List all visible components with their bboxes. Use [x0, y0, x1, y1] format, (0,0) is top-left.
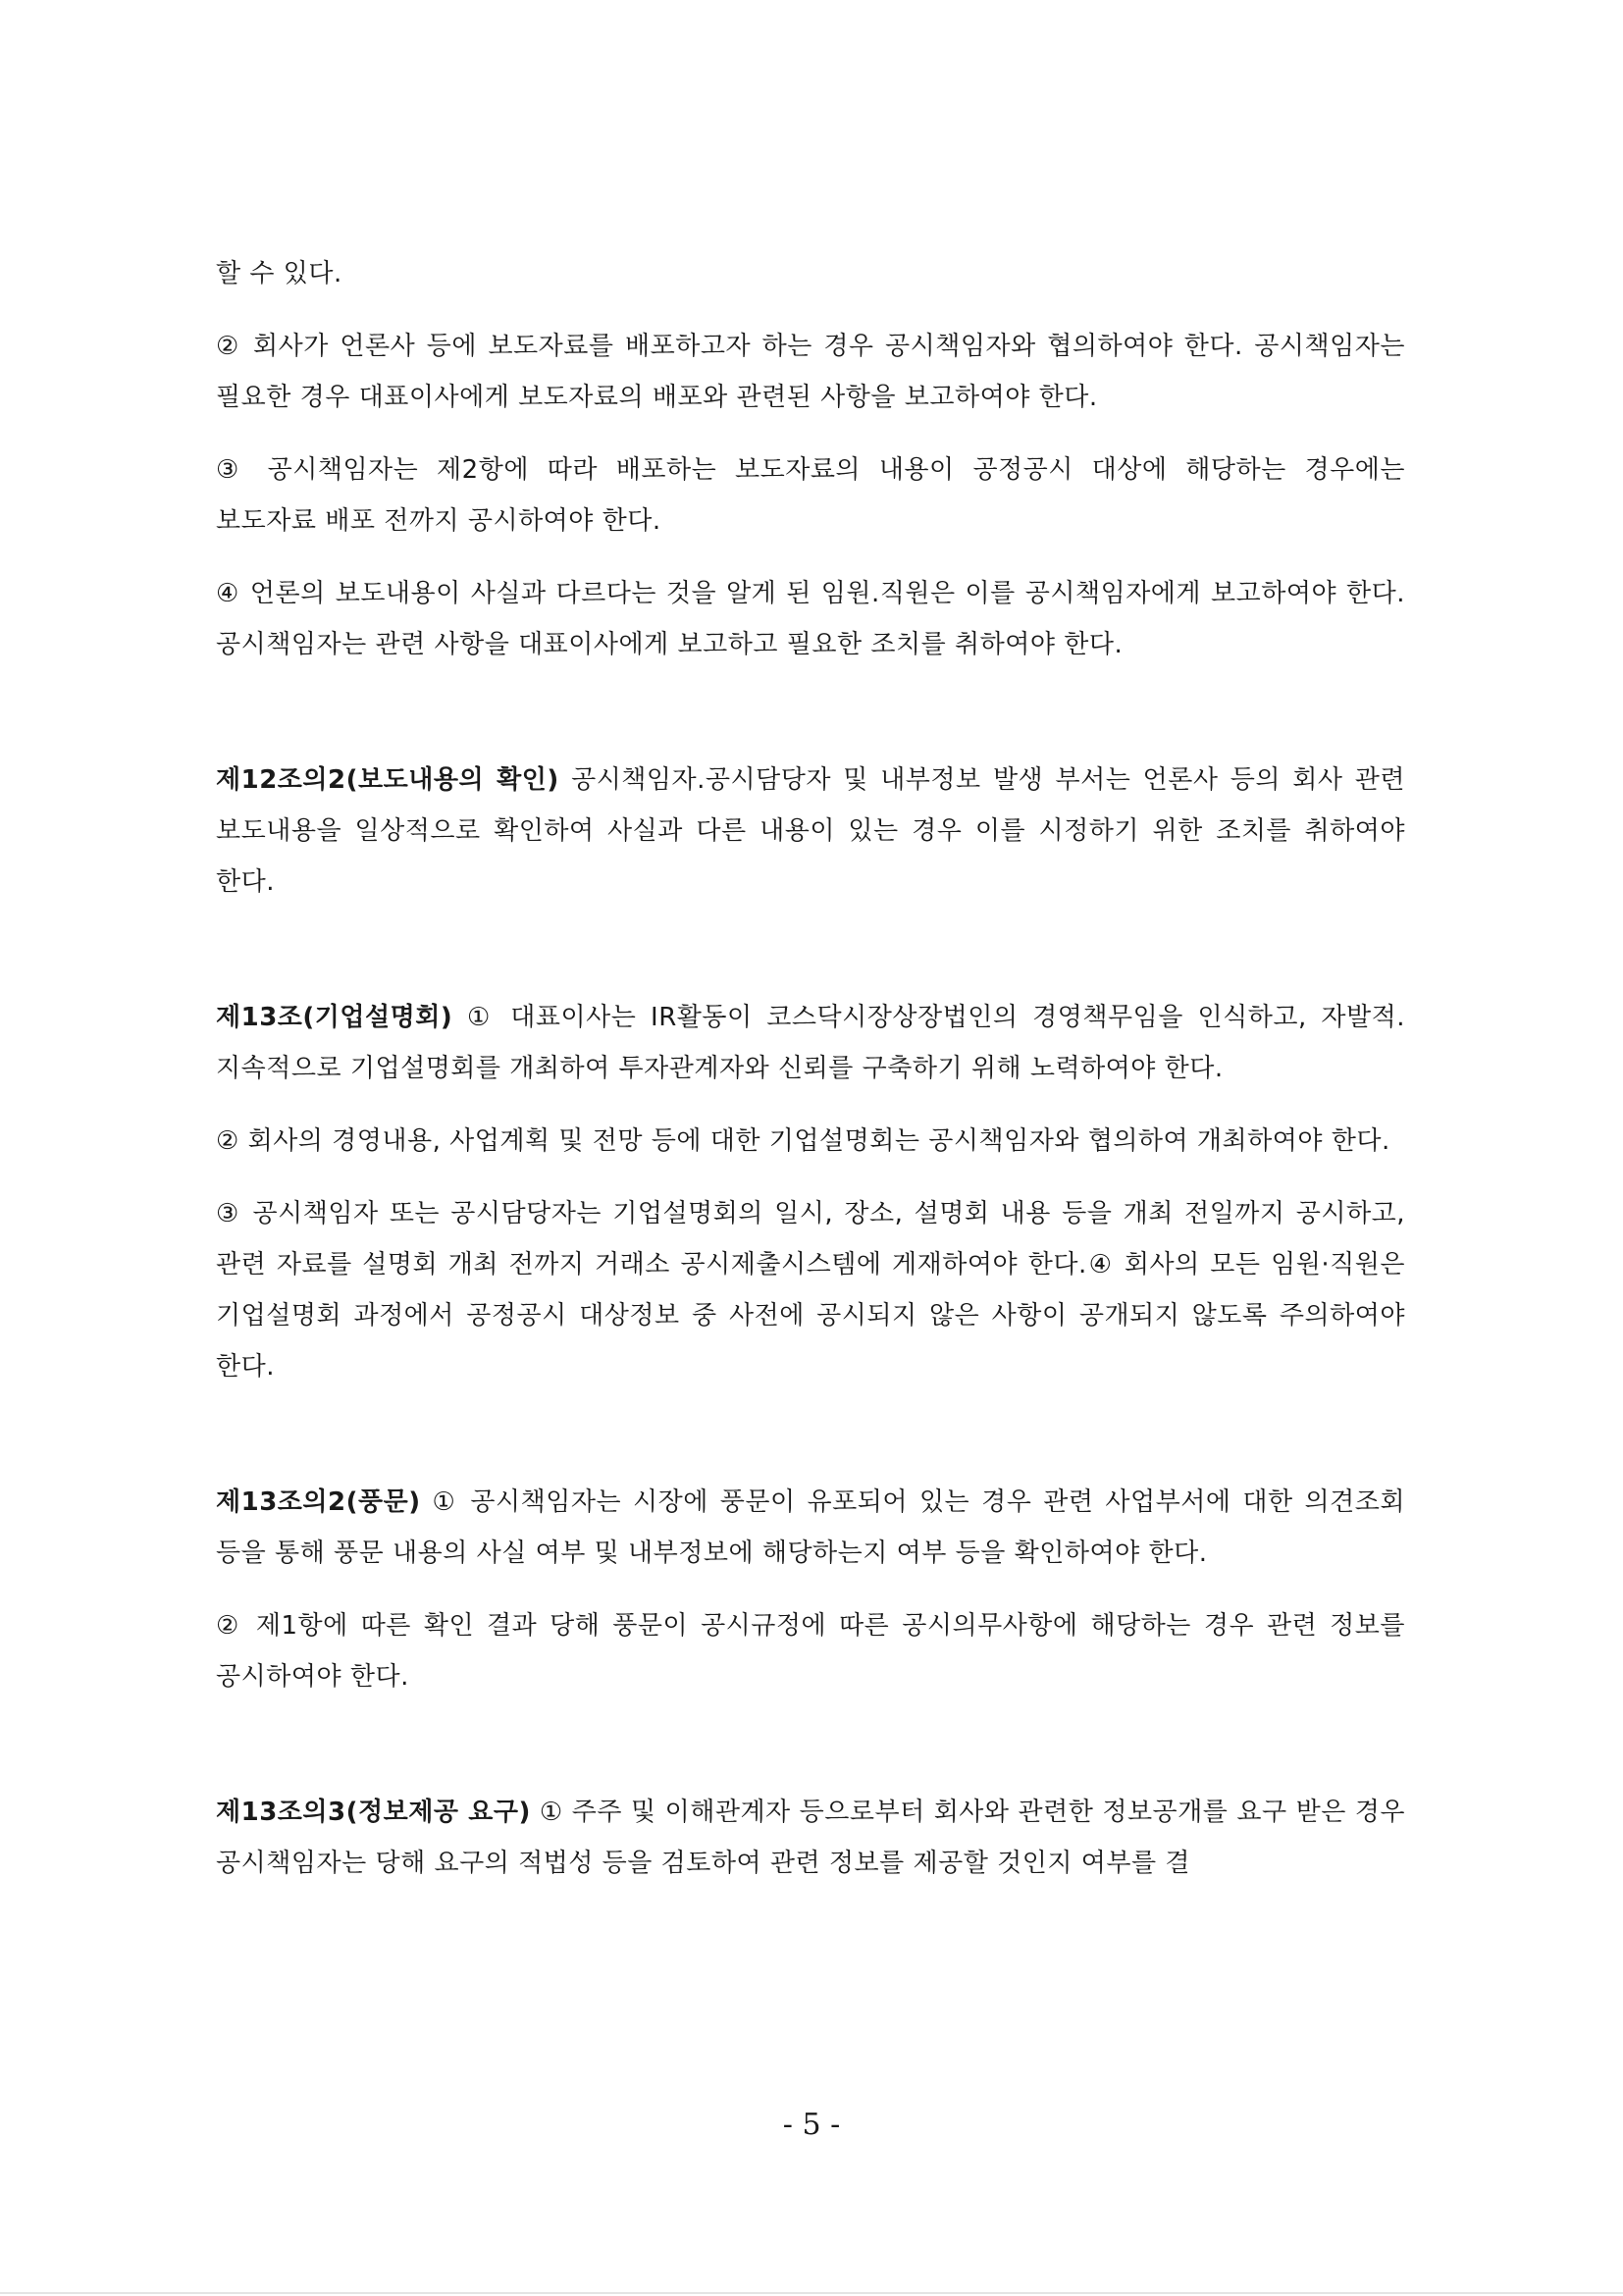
- article-12-2: [216, 755, 1405, 908]
- page-number: - 5 -: [782, 2108, 841, 2142]
- article-paragraph: [216, 755, 1405, 908]
- article-paragraph: ③ 공시책임자 또는 공시담당자는 기업설명회의 일시, 장소, 설명회 내용 등을 개최 전일까지 공시하고, 관련 자료를 설명회 개최 전까지 거래소 공시제출시스템에 게재하여야 한다.④ 회사의 모든 임원·직원은 기업설명회 과정에서 공정공시 대상정보 중 사전에 공시되지 않은 사항이 공개되지 않도록 주의하여야 한다.: [216, 1199, 1405, 1382]
- article-text: 공시책임자.공시담당자 및 내부정보 발생 부서는 언론사 등의 회사 관련 보도내용을 일상적으로 확인하여 사실과 다른 내용이 있는 경우 이를 시정하기 위한 조치를 취하여야 한다.: [216, 765, 1405, 897]
- article-heading: 제13조(기업설명회): [216, 1003, 453, 1032]
- article-heading: 제13조의2(풍문): [216, 1487, 421, 1517]
- paragraph-item-2: ② 회사가 언론사 등에 보도자료를 배포하고자 하는 경우 공시책임자와 협의하여야 한다. 공시책임자는 필요한 경우 대표이사에게 보도자료의 배포와 관련된 사항을 보고하여야 한다.: [216, 332, 1405, 412]
- article-text: ① 대표이사는 IR활동이 코스닥시장상장법인의 경영책무임을 인식하고, 자발적.지속적으로 기업설명회를 개최하여 투자관계자와 신뢰를 구축하기 위해 노력하여야 한다.: [216, 1003, 1405, 1083]
- article-text: ① 주주 및 이해관계자 등으로부터 회사와 관련한 정보공개를 요구 받은 경우 공시책임자는 당해 요구의 적법성 등을 검토하여 관련 정보를 제공할 것인지 여부를 결: [216, 1798, 1406, 1878]
- article-13: [216, 992, 1405, 1392]
- article-paragraph: ② 제1항에 따른 확인 결과 당해 풍문이 공시규정에 따른 공시의무사항에 해당하는 경우 관련 정보를 공시하여야 한다.: [216, 1611, 1405, 1692]
- paragraph-item-4: ④ 언론의 보도내용이 사실과 다르다는 것을 알게 된 임원.직원은 이를 공시책임자에게 보고하여야 한다. 공시책임자는 관련 사항을 대표이사에게 보고하고 필요한 조치를 취하여야 한다.: [216, 579, 1405, 659]
- document-body: [216, 248, 1405, 1889]
- article-heading: 제13조의3(정보제공 요구): [216, 1798, 531, 1827]
- page-bottom-edge: [0, 2292, 1623, 2294]
- paragraph-continuation: 할 수 있다.: [216, 259, 342, 288]
- article-13-3: [216, 1787, 1405, 1889]
- article-text: ① 공시책임자는 시장에 풍문이 유포되어 있는 경우 관련 사업부서에 대한 의견조회 등을 통해 풍문 내용의 사실 여부 및 내부정보에 해당하는지 여부 등을 확인하여야 한다.: [216, 1487, 1405, 1568]
- article-heading: 제12조의2(보도내용의 확인): [216, 765, 559, 795]
- article-paragraph: [216, 1787, 1405, 1889]
- paragraph-item-3: ③ 공시책임자는 제2항에 따라 배포하는 보도자료의 내용이 공정공시 대상에 해당하는 경우에는 보도자료 배포 전까지 공시하여야 한다.: [216, 455, 1405, 536]
- article-paragraph: ② 회사의 경영내용, 사업계획 및 전망 등에 대한 기업설명회는 공시책임자와 협의하여 개최하여야 한다.: [216, 1126, 1390, 1156]
- article-paragraph: [216, 1477, 1405, 1579]
- article-13-2: [216, 1477, 1405, 1702]
- article-paragraph: [216, 992, 1405, 1094]
